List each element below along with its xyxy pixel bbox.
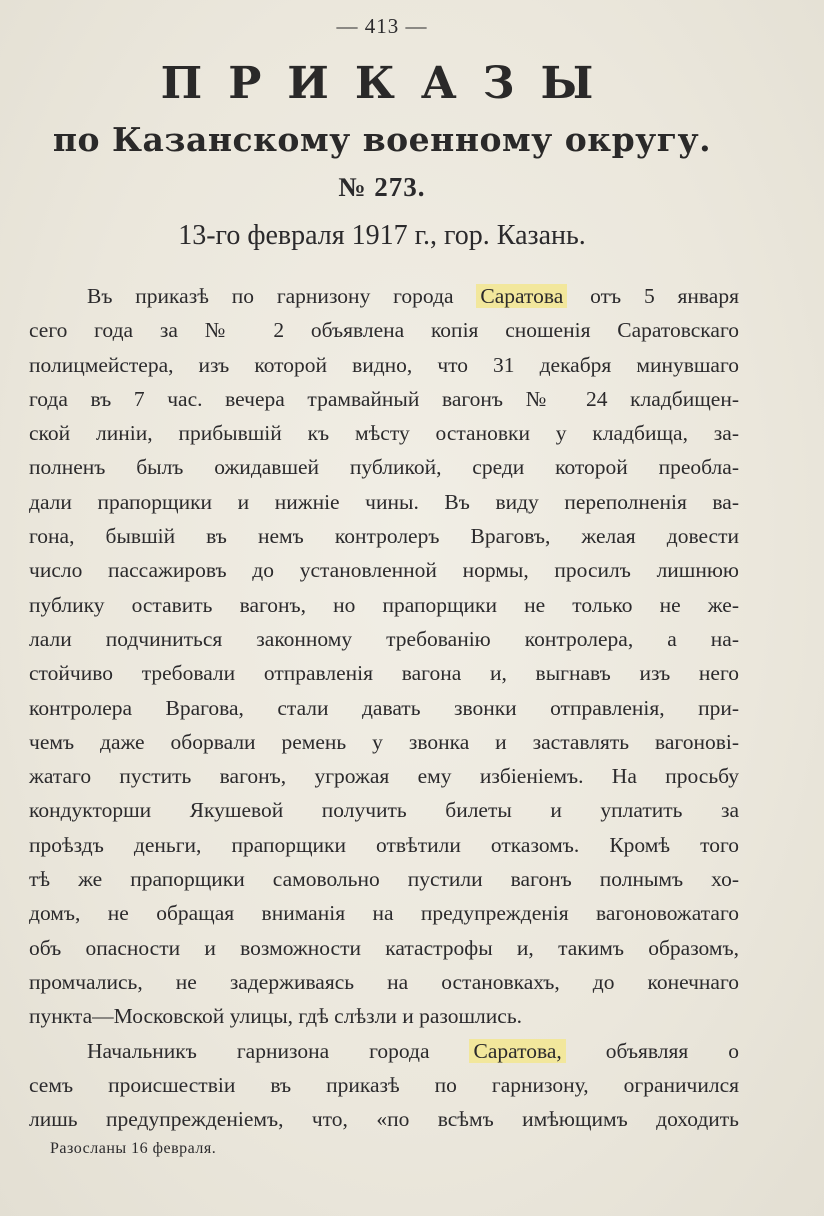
text-line: домъ, не обращая вниманія на предупрежденія вагоновожатаго [29, 901, 739, 926]
body-text [29, 279, 739, 1136]
text-line: жатаго пустить вагонъ, угрожая ему избіеніемъ. На просьбу [29, 764, 739, 789]
text-line: проѣздъ деньги, прапорщики отвѣтили отказомъ. Кромѣ того [29, 832, 739, 857]
text-line: Начальникъ гарнизона города Саратова, объявляя о [87, 1038, 740, 1063]
dateline: 13-го февраля 1917 г., гор. Казань. [178, 220, 586, 251]
text-line: стойчиво требовали отправленія вагона и, выгнавъ изъ него [29, 661, 739, 686]
text-line: гона, бывшій въ немъ контролеръ Враговъ, желая довести [29, 524, 739, 549]
text-line: дали прапорщики и нижніе чины. Въ виду переполненія ва- [29, 489, 739, 514]
text-line: Въ приказѣ по гарнизону города Саратова отъ 5 января [87, 284, 739, 308]
text-line: полненъ былъ ожидавшей публикой, среди которой преобла- [29, 455, 739, 480]
page-title: ПРИКАЗЫ [160, 58, 620, 109]
text-line: семъ происшествіи въ приказѣ по гарнизону, ограничился [29, 1072, 739, 1097]
highlighted-word: Саратова, [469, 1039, 565, 1063]
text-line: полицмейстера, изъ которой видно, что 31 декабря минувшаго [29, 352, 739, 377]
text-line: лали подчиниться законному требованію контролера, а на- [29, 626, 739, 651]
text-line: тѣ же прапорщики самовольно пустили вагонъ полнымъ хо- [29, 867, 739, 892]
text-line: года въ 7 час. вечера трамвайный вагонъ № 24 кладбищен- [29, 386, 739, 411]
text-line: объ опасности и возможности катастрофы и, такимъ образомъ, [29, 935, 739, 960]
highlighted-word: Саратова [476, 284, 567, 308]
text-line: промчались, не задерживаясь на остановкахъ, до конечнаго [29, 969, 739, 994]
text-line: контролера Врагова, стали давать звонки отправленія, при- [29, 695, 739, 720]
text-line: чемъ даже оборвали ремень у звонка и заставлять вагонові- [29, 729, 739, 754]
text-line: лишь предупрежденіемъ, что, «по всѣмъ имѣющимъ доходить [29, 1107, 739, 1132]
order-number: № 273. [338, 172, 426, 202]
page-subtitle: по Казанскому военному округу. [52, 120, 712, 159]
text-line: публику оставить вагонъ, но прапорщики не только не же- [29, 592, 739, 617]
text-line: число пассажировъ до установленной нормы, просилъ лишнюю [29, 558, 739, 583]
text-line: кондукторши Якушевой получить билеты и уплатить за [29, 798, 739, 823]
page-number: — 413 — [336, 14, 428, 38]
distribution-note: Разосланы 16 февраля. [50, 1140, 217, 1157]
text-line: сего года за № 2 объявлена копія сношенія Саратовскаго [29, 318, 739, 343]
text-line: ской линіи, прибывшій къ мѣсту остановки у кладбища, за- [29, 421, 739, 446]
text-line: пункта—Московской улицы, гдѣ слѣзли и разошлись. [29, 1004, 523, 1029]
